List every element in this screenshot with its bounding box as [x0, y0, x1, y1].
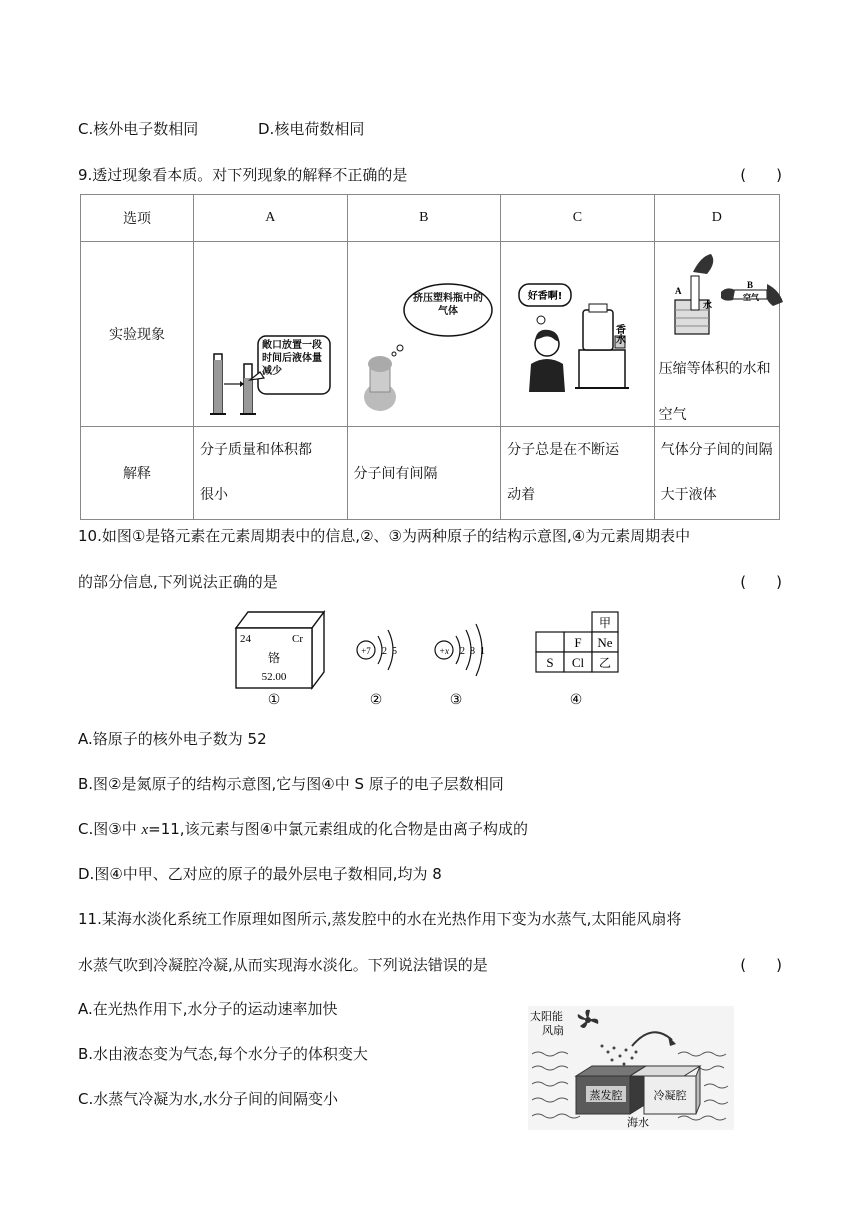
- cell-d-text-2: 空气: [658, 407, 687, 423]
- condensation-chamber-label: 冷凝腔: [653, 1089, 687, 1102]
- fig1-symbol: Cr: [292, 633, 303, 645]
- phenomenon-label: 实验现象: [81, 242, 194, 427]
- syringe-a-label: A: [674, 286, 682, 296]
- q11-option-b: B.水由液态变为气态,每个水分子的体积变大: [78, 1045, 368, 1063]
- fig1-chromium-cell: [236, 612, 324, 708]
- q10-option-d: D.图④中甲、乙对应的原子的最外层电子数相同,均为 8: [78, 865, 442, 883]
- header-a: A: [194, 195, 348, 242]
- q8-option-c: C.核外电子数相同: [78, 120, 199, 138]
- fan-label-line-1: 太阳能: [530, 1010, 563, 1023]
- q10-figures: [226, 606, 626, 710]
- cylinders-illustration: [194, 242, 340, 422]
- q10-stem-line-1: 10.如图①是铬元素在元素周期表中的信息,②、③为两种原子的结构示意图,④为元素周期表中: [78, 527, 691, 545]
- header-d: D: [654, 195, 779, 242]
- cell-c-image: [501, 242, 655, 427]
- fig3-shell-3: 1: [480, 646, 485, 657]
- q10-option-c-post: =11,该元素与图④中氯元素组成的化合物是由离子构成的: [148, 820, 529, 838]
- cell-c-perfume-label: 香水: [613, 324, 625, 344]
- fig3-atom-structure: [435, 624, 485, 708]
- fig3-shell-2: 8: [470, 646, 475, 657]
- header-option: 选项: [81, 195, 194, 242]
- a-expl-line-1: 分子质量和体积都: [200, 442, 312, 458]
- fig2-shell-1: 2: [382, 646, 387, 657]
- air-label: 空气: [742, 293, 759, 302]
- fig3-caption: ③: [449, 692, 463, 708]
- fig4-ne: Ne: [597, 635, 613, 650]
- cell-b-image: [347, 242, 501, 427]
- explanation-label: 解释: [81, 427, 194, 520]
- q9-stem: 9.透过现象看本质。对下列现象的解释不正确的是: [78, 166, 408, 184]
- d-expl-line-2: 大于液体: [660, 487, 717, 503]
- syringes-illustration: [655, 242, 801, 342]
- a-expl-line-2: 很小: [200, 487, 228, 503]
- desalination-figure: [528, 1006, 734, 1130]
- fig1-atomic-number: 24: [240, 633, 251, 645]
- q9-phenomenon-row: [81, 242, 780, 427]
- fig4-yi: 乙: [598, 656, 612, 670]
- perfume-illustration: [501, 242, 647, 422]
- q9-explanation-row: [81, 427, 780, 520]
- q10-option-b: B.图②是氮原子的结构示意图,它与图④中 S 原子的电子层数相同: [78, 775, 504, 793]
- cell-a-image: [194, 242, 348, 427]
- q9-answer-paren: ( ): [740, 166, 782, 184]
- header-c: C: [501, 195, 655, 242]
- fig1-mass: 52.00: [261, 671, 287, 683]
- q10-option-c: [78, 818, 528, 839]
- fig2-nucleus: +7: [361, 646, 371, 656]
- fig3-shell-1: 2: [460, 646, 465, 657]
- fig2-atom-structure: [357, 630, 397, 708]
- header-b: B: [347, 195, 501, 242]
- q10-answer-paren: ( ): [740, 573, 782, 591]
- q10-stem-line-2: 的部分信息,下列说法正确的是: [78, 573, 278, 591]
- fig4-periodic-fragment: [536, 612, 618, 708]
- cell-a-explanation: [194, 427, 348, 520]
- q11-option-a: A.在光热作用下,水分子的运动速率加快: [78, 1000, 338, 1018]
- cell-a-bubble-text: 敞口放置一段时间后液体量减少: [262, 340, 322, 377]
- q11-answer-paren: ( ): [740, 956, 782, 974]
- cell-d-image: [654, 242, 779, 427]
- fig2-shell-2: 5: [392, 646, 397, 657]
- seawater-label: 海水: [627, 1116, 649, 1129]
- q11-stem-line-2: 水蒸气吹到冷凝腔冷凝,从而实现海水淡化。下列说法错误的是: [78, 956, 488, 974]
- q8-option-d: D.核电荷数相同: [258, 120, 365, 138]
- fig2-caption: ②: [369, 692, 383, 708]
- evaporation-chamber-label: 蒸发腔: [589, 1089, 623, 1102]
- q11-option-c: C.水蒸气冷凝为水,水分子间的间隔变小: [78, 1090, 339, 1108]
- cell-b-bubble-text: 挤压塑料瓶中的气体: [412, 293, 483, 317]
- fig4-caption: ④: [569, 692, 583, 708]
- c-expl-line-1: 分子总是在不断运: [507, 442, 620, 458]
- q10-option-c-var: x: [141, 822, 149, 838]
- fig1-name: 铬: [267, 651, 281, 665]
- q10-option-c-pre: C.图③中: [78, 820, 142, 838]
- fig4-s: S: [546, 655, 554, 670]
- fig3-nucleus: +x: [438, 646, 450, 656]
- q11-stem-line-1: 11.某海水淡化系统工作原理如图所示,蒸发腔中的水在光热作用下变为水蒸气,太阳能风扇将: [78, 910, 682, 928]
- cell-b-explanation: 分子间有间隔: [347, 427, 501, 520]
- q9-table: [80, 194, 780, 520]
- cell-d-explanation: [654, 427, 779, 520]
- fig4-cl: Cl: [571, 655, 585, 670]
- fig1-caption: ①: [267, 692, 281, 708]
- cell-d-text-1: 压缩等体积的水和: [658, 361, 771, 377]
- fig4-f: F: [574, 635, 582, 650]
- q10-option-a: A.铬原子的核外电子数为 52: [78, 730, 267, 748]
- cell-c-explanation: [501, 427, 655, 520]
- syringe-b-label: B: [746, 280, 753, 290]
- fig4-jia: 甲: [598, 616, 612, 630]
- c-expl-line-2: 动着: [507, 487, 536, 503]
- d-expl-line-1: 气体分子间的间隔: [660, 442, 773, 458]
- cell-c-bubble-text: 好香啊!: [527, 291, 563, 302]
- fan-label-line-2: 风扇: [542, 1024, 564, 1037]
- q9-header-row: [81, 195, 780, 242]
- squeeze-bottle-illustration: [348, 242, 494, 422]
- water-label: 水: [702, 301, 712, 311]
